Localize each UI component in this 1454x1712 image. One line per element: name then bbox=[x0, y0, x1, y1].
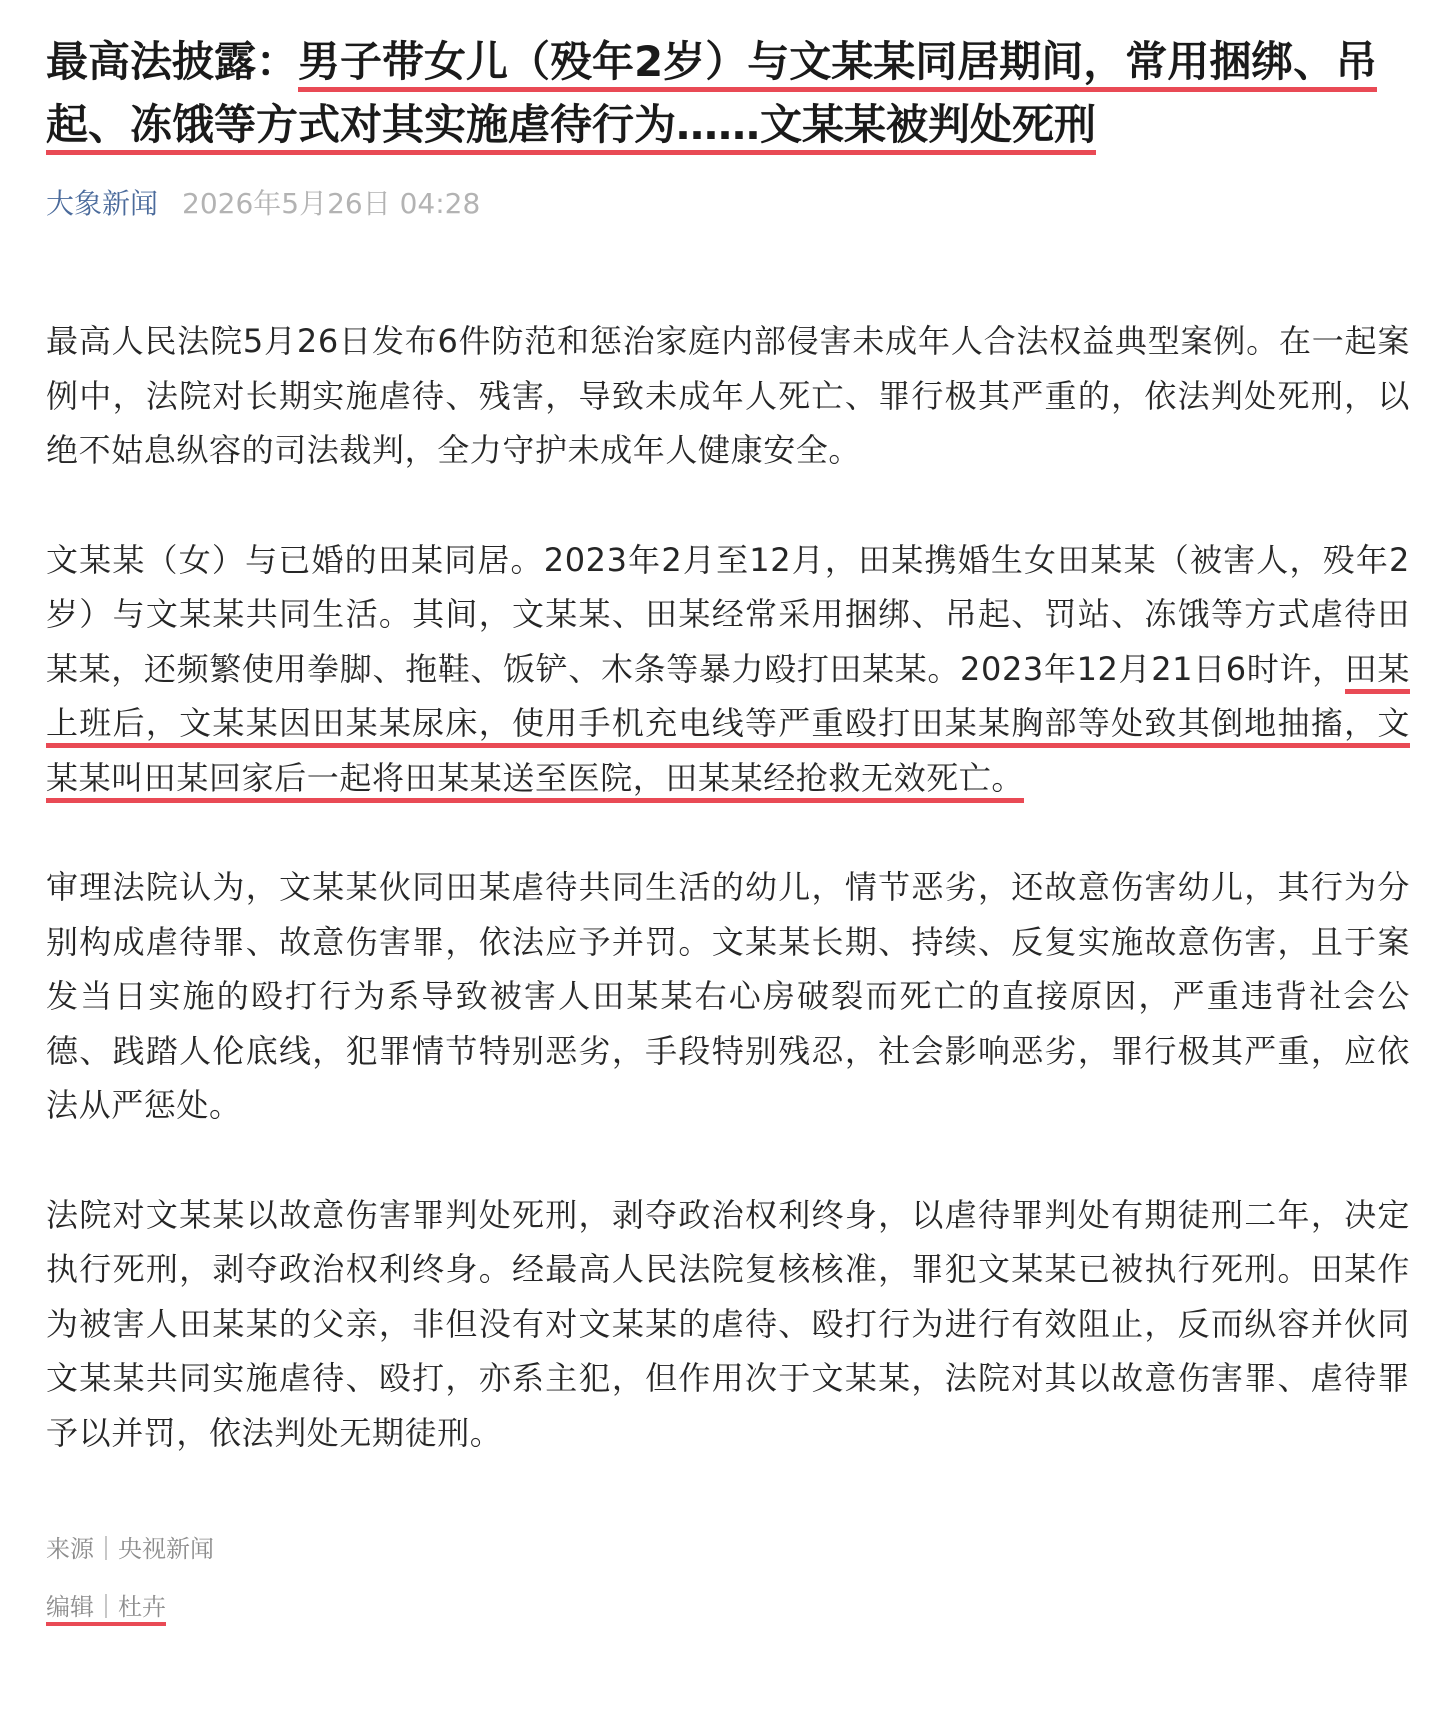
paragraph-3: 审理法院认为，文某某伙同田某虐待共同生活的幼儿，情节恶劣，还故意伤害幼儿，其行为分别构成虐待罪、故意伤害罪，依法应予并罚。文某某长期、持续、反复实施故意伤害，且于案发当日实施的殴打行为系导致被害人田某某右心房破裂而死亡的直接原因，严重违背社会公德、践踏人伦底线，犯罪情节特别恶劣，手段特别残忍，社会影响恶劣，罪行极其严重，应依法从严惩处。 bbox=[46, 868, 1410, 1124]
article-title bbox=[46, 30, 1410, 156]
article-meta bbox=[46, 184, 1410, 224]
article-body bbox=[46, 314, 1410, 1460]
article bbox=[46, 30, 1410, 1649]
credit-source-text: 来源｜央视新闻 bbox=[46, 1535, 214, 1563]
source-name-link[interactable]: 大象新闻 bbox=[46, 187, 159, 220]
title-prefix: 最高法披露： bbox=[46, 37, 299, 86]
paragraph-1: 最高人民法院5月26日发布6件防范和惩治家庭内部侵害未成年人合法权益典型案例。在一起案例中，法院对长期实施虐待、残害，导致未成年人死亡、罪行极其严重的，依法判处死刑，以绝不姑息纵容的司法裁判，全力守护未成年人健康安全。 bbox=[46, 322, 1410, 469]
title-highlight: 男子带女儿（殁年2岁）与文某某同居期间，常用捆绑、吊起、冻饿等方式对其实施虐待行为……文某某被判处死刑 bbox=[46, 37, 1377, 155]
credit-source bbox=[46, 1533, 1410, 1565]
paragraph-2 bbox=[46, 533, 1410, 806]
article-credits bbox=[46, 1533, 1410, 1623]
paragraph-2-text: 文某某（女）与已婚的田某同居。2023年2月至12月，田某携婚生女田某某（被害人，殁年2岁）与文某某共同生活。其间，文某某、田某经常采用捆绑、吊起、罚站、冻饿等方式虐待田某某，还频繁使用拳脚、拖鞋、饭铲、木条等暴力殴打田某某。2023年12月21日6时许， bbox=[46, 540, 1410, 688]
paragraph-4: 法院对文某某以故意伤害罪判处死刑，剥夺政治权利终身，以虐待罪判处有期徒刑二年，决定执行死刑，剥夺政治权利终身。经最高人民法院复核核准，罪犯文某某已被执行死刑。田某作为被害人田某某的父亲，非但没有对文某某的虐待、殴打行为进行有效阻止，反而纵容并伙同文某某共同实施虐待、殴打，亦系主犯，但作用次于文某某，法院对其以故意伤害罪、虐待罪予以并罚，依法判处无期徒刑。 bbox=[46, 1195, 1410, 1452]
credit-editor-text: 编辑｜杜卉 bbox=[46, 1593, 166, 1626]
paragraph-2-highlight: 田某上班后，文某某因田某某尿床，使用手机充电线等严重殴打田某某胸部等处致其倒地抽搐，文某某叫田某回家后一起将田某某送至医院，田某某经抢救无效死亡。 bbox=[46, 650, 1410, 803]
publish-time: 2026年5月26日 04:28 bbox=[182, 187, 481, 220]
credit-editor bbox=[46, 1591, 1410, 1623]
